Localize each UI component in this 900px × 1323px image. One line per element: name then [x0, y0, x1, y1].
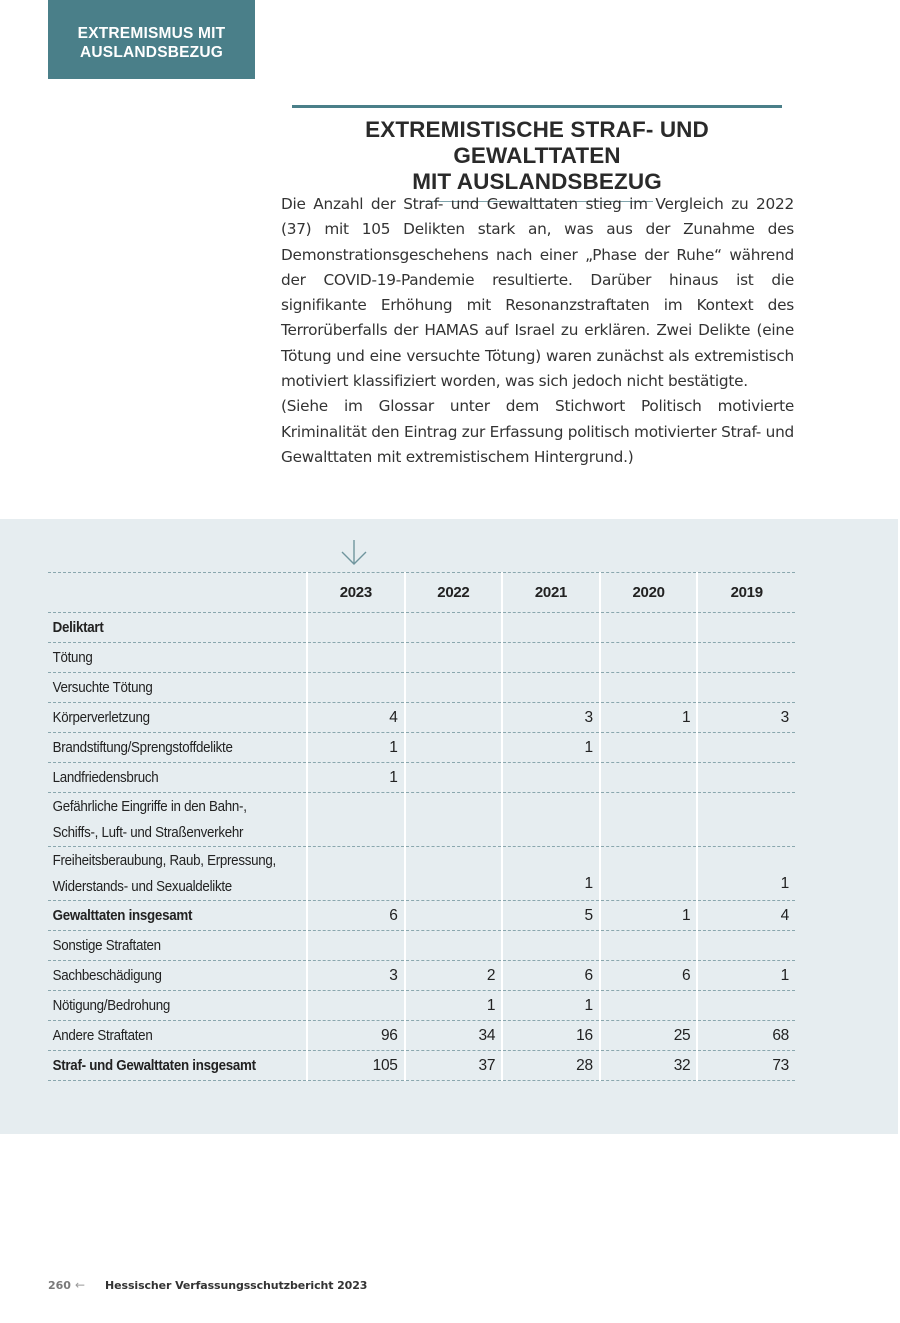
row-label-text: Sonstige Straftaten: [52, 937, 161, 954]
cell-2022: 34: [405, 1021, 503, 1051]
row-label-text: Straf- und Gewalttaten insgesamt: [52, 1057, 256, 1074]
column-header-2019: 2019: [697, 573, 795, 613]
cell-2021: [502, 613, 600, 643]
cell-2023: 6: [307, 901, 405, 931]
table-row: [48, 901, 795, 931]
body-paragraph-2: (Siehe im Glossar unter dem Stichwort Politisch motivierte Kriminalität den Eintrag zur Erfassung politisch motivierter Straf- und Gewalttaten mit extremistischem Hintergrund.): [281, 397, 795, 466]
cell-2019: [697, 613, 795, 643]
row-label: [48, 991, 286, 1021]
cell-2022: [405, 901, 503, 931]
page-number: 260: [48, 1278, 71, 1292]
table-row: [48, 961, 795, 991]
cell-2022: [405, 703, 503, 733]
row-label-text: Nötigung/Bedrohung: [52, 997, 171, 1014]
column-header-2020: 2020: [600, 573, 698, 613]
cell-2019: [697, 673, 795, 703]
cell-2023: 4: [307, 703, 405, 733]
table-row: [48, 793, 795, 847]
section-tab: [48, 0, 255, 79]
cell-2023: 105: [307, 1051, 405, 1081]
cell-2023: [307, 931, 405, 961]
cell-2019: [697, 793, 795, 847]
cell-2021: 28: [502, 1051, 600, 1081]
page-title: [292, 117, 782, 195]
cell-2021: [502, 673, 600, 703]
cell-2022: [405, 643, 503, 673]
title-top-divider: [292, 105, 782, 108]
cell-2022: [405, 793, 503, 847]
cell-2019: 1: [697, 847, 795, 901]
cell-2023: [307, 793, 405, 847]
table-row: [48, 931, 795, 961]
row-label-text: Tötung: [52, 649, 93, 666]
row-label-text: Sachbeschädigung: [52, 967, 162, 984]
cell-2022: 2: [405, 961, 503, 991]
row-label-text: Freiheitsberaubung, Raub, Erpressung,: [52, 852, 276, 869]
body-paragraph-1: Die Anzahl der Straf- und Gewalttaten stieg im Vergleich zu 2022 (37) mit 105 Delikten stark an, was aus der Zunahme des Demonstrationsgeschehens nach einer „Phase der Ruhe“ während der COVID-19-Pandemie resultierte. Darüber hinaus ist die signifikante Erhöhung mit Resonanzstraftaten im Kontext des Terrorüberfalls der HAMAS auf Israel zu erklären. Zwei Delikte (eine Tötung und eine versuchte Tötung) waren zunächst als extremistisch motiviert klassifiziert worden, was sich jedoch nicht bestätigte.: [281, 195, 794, 391]
cell-2022: [405, 931, 503, 961]
row-label: [48, 901, 286, 931]
section-tab-line1: EXTREMISMUS MIT: [77, 24, 226, 42]
row-label: [48, 931, 286, 961]
cell-2023: [307, 673, 405, 703]
row-label: [48, 643, 286, 673]
cell-2019: [697, 643, 795, 673]
page-footer: [48, 1278, 367, 1292]
cell-2023: 3: [307, 961, 405, 991]
cell-2020: 32: [600, 1051, 698, 1081]
cell-2023: 1: [307, 733, 405, 763]
row-label-text: Gefährliche Eingriffe in den Bahn-,: [52, 798, 247, 815]
cell-2021: 1: [502, 733, 600, 763]
table-row: [48, 847, 795, 901]
cell-2023: 1: [307, 763, 405, 793]
cell-2020: [600, 733, 698, 763]
cell-2020: [600, 931, 698, 961]
cell-2020: [600, 763, 698, 793]
cell-2021: 1: [502, 847, 600, 901]
table-body: [48, 613, 795, 1081]
page-title-line1: EXTREMISTISCHE STRAF- UND GEWALTTATEN: [365, 117, 709, 168]
row-label-text-continued: Schiffs-, Luft- und Straßenverkehr: [52, 824, 244, 841]
row-label-text: Brandstiftung/Sprengstoffdelikte: [52, 739, 233, 756]
cell-2022: [405, 673, 503, 703]
cell-2023: [307, 613, 405, 643]
row-label-text: Deliktart: [52, 619, 104, 636]
cell-2020: 1: [600, 901, 698, 931]
cell-2019: [697, 991, 795, 1021]
cell-2021: 16: [502, 1021, 600, 1051]
cell-2022: [405, 733, 503, 763]
cell-2019: 4: [697, 901, 795, 931]
cell-2021: 1: [502, 991, 600, 1021]
cell-2020: [600, 991, 698, 1021]
cell-2021: [502, 931, 600, 961]
row-label: [48, 733, 286, 763]
table-row: [48, 1051, 795, 1081]
row-label: [48, 673, 286, 703]
row-label: [48, 613, 286, 643]
row-label: [48, 1051, 286, 1081]
table-row: [48, 613, 795, 643]
title-block: [292, 105, 782, 202]
row-label-text: Landfriedensbruch: [52, 769, 159, 786]
row-label-text: Andere Straftaten: [52, 1027, 153, 1044]
table-row: [48, 673, 795, 703]
row-label: [48, 961, 286, 991]
cell-2021: [502, 643, 600, 673]
table-row: [48, 733, 795, 763]
row-label: [48, 793, 286, 847]
cell-2019: 68: [697, 1021, 795, 1051]
statistics-table: [48, 572, 795, 1081]
cell-2021: 5: [502, 901, 600, 931]
row-label: [48, 763, 286, 793]
column-header-2023: 2023: [307, 573, 405, 613]
cell-2023: [307, 991, 405, 1021]
cell-2022: 1: [405, 991, 503, 1021]
body-text: [281, 192, 794, 470]
row-label: [48, 703, 286, 733]
cell-2023: [307, 643, 405, 673]
cell-2021: 6: [502, 961, 600, 991]
cell-2023: [307, 847, 405, 901]
cell-2020: [600, 643, 698, 673]
cell-2020: [600, 847, 698, 901]
cell-2019: 73: [697, 1051, 795, 1081]
cell-2023: 96: [307, 1021, 405, 1051]
cell-2022: [405, 763, 503, 793]
cell-2019: [697, 733, 795, 763]
cell-2019: 1: [697, 961, 795, 991]
cell-2020: [600, 613, 698, 643]
row-label-text: Körperverletzung: [52, 709, 150, 726]
cell-2022: 37: [405, 1051, 503, 1081]
cell-2021: [502, 793, 600, 847]
report-title: Hessischer Verfassungsschutzbericht 2023: [105, 1278, 368, 1292]
cell-2019: [697, 763, 795, 793]
table-row: [48, 763, 795, 793]
table-row: [48, 991, 795, 1021]
table-row: [48, 643, 795, 673]
cell-2020: 6: [600, 961, 698, 991]
cell-2022: [405, 847, 503, 901]
arrow-left-icon[interactable]: ←: [74, 1278, 86, 1292]
row-label-text-continued: Widerstands- und Sexualdelikte: [52, 878, 232, 895]
row-label: [48, 847, 286, 901]
cell-2020: 25: [600, 1021, 698, 1051]
table-row: [48, 1021, 795, 1051]
cell-2019: 3: [697, 703, 795, 733]
column-header-2022: 2022: [405, 573, 503, 613]
cell-2020: [600, 673, 698, 703]
row-label-text: Gewalttaten insgesamt: [52, 907, 193, 924]
cell-2019: [697, 931, 795, 961]
cell-2020: [600, 793, 698, 847]
table-row: [48, 703, 795, 733]
section-tab-line2: AUSLANDSBEZUG: [80, 43, 223, 61]
table-header-row: [48, 573, 795, 613]
cell-2022: [405, 613, 503, 643]
cell-2021: [502, 763, 600, 793]
column-header-2021: 2021: [502, 573, 600, 613]
page-title-line2: MIT AUSLANDSBEZUG: [412, 169, 662, 194]
row-label: [48, 1021, 286, 1051]
arrow-down-icon: [340, 539, 368, 567]
cell-2021: 3: [502, 703, 600, 733]
row-label-text: Versuchte Tötung: [52, 679, 153, 696]
cell-2020: 1: [600, 703, 698, 733]
table-header-corner: [48, 573, 307, 613]
